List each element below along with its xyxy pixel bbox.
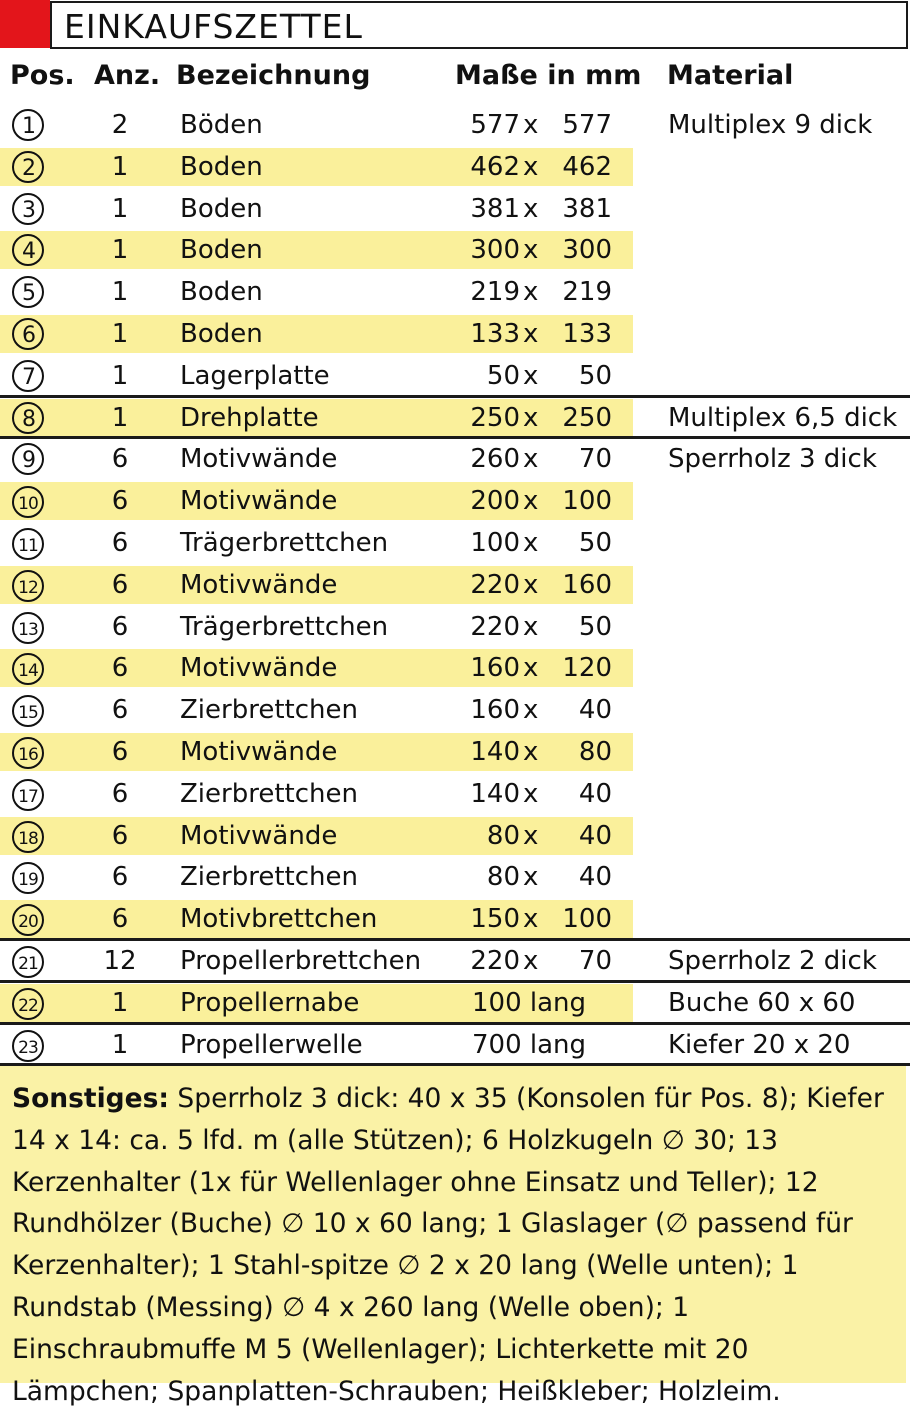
circled-number-icon: 11 [12,528,44,560]
height-cell: 462 [562,151,612,182]
description-cell: Boden [180,151,263,182]
length-cell: 100 lang [472,987,587,1018]
description-cell: Motivwände [180,444,338,475]
times-sign: x [523,737,539,767]
height-cell: 50 [578,528,612,558]
width-cell: 150 [470,904,520,935]
quantity-cell: 1 [111,402,129,433]
position-cell [12,484,52,518]
table-row [0,397,910,439]
circled-number-icon: 13 [12,612,44,644]
position-cell [12,944,52,978]
table-row [0,856,910,898]
height-cell: 70 [578,946,612,976]
quantity-cell: 6 [111,486,129,517]
width-cell: 260 [470,444,520,475]
height-cell: 120 [562,653,612,684]
description-cell: Zierbrettchen [180,862,358,893]
table-row [0,146,910,188]
position-cell [12,150,52,184]
table-row [0,606,910,648]
quantity-cell: 1 [111,151,129,182]
times-sign: x [523,486,539,517]
table-header [0,60,910,102]
circled-number-icon: 2 [12,151,44,183]
width-cell: 250 [470,402,520,433]
height-cell: 40 [578,778,612,809]
times-sign: x [523,193,539,224]
circled-number-icon: 18 [12,821,44,853]
width-cell: 140 [470,778,520,809]
quantity-cell: 6 [111,778,129,809]
description-cell: Propellerwelle [180,1029,363,1060]
description-cell: Boden [180,235,263,266]
sonstiges-box [0,1066,906,1407]
position-cell [12,986,52,1020]
quantity-cell: 2 [111,110,129,140]
width-cell: 577 [470,110,520,140]
header-anz: Anz. [94,60,161,91]
width-cell: 462 [470,151,520,182]
width-cell: 100 [470,528,520,558]
table-row [0,689,910,731]
times-sign: x [523,110,539,140]
sonstiges-label: Sonstiges: [12,1083,169,1114]
position-cell [12,108,52,142]
height-cell: 160 [562,569,612,600]
width-cell: 200 [470,486,520,517]
position-cell [12,317,52,351]
quantity-cell: 6 [111,862,129,893]
red-accent-block [0,0,50,48]
times-sign: x [523,653,539,684]
length-cell: 700 lang [472,1029,587,1060]
times-sign: x [523,569,539,600]
table-row [0,898,910,940]
description-cell: Böden [180,110,263,140]
times-sign: x [523,611,539,642]
description-cell: Motivwände [180,653,338,684]
width-cell: 381 [470,193,520,224]
height-cell: 219 [562,277,612,308]
circled-number-icon: 23 [12,1030,44,1062]
times-sign: x [523,319,539,349]
table-row [0,982,910,1024]
quantity-cell: 1 [111,193,129,224]
table-row [0,438,910,480]
position-cell [12,1028,52,1062]
circled-number-icon: 9 [12,443,44,475]
description-cell: Propellerbrettchen [180,946,422,976]
width-cell: 80 [486,862,520,893]
height-cell: 70 [578,444,612,475]
times-sign: x [523,862,539,893]
description-cell: Trägerbrettchen [180,528,389,558]
times-sign: x [523,402,539,433]
position-cell [12,192,52,226]
material-cell: Kiefer 20 x 20 [668,1029,851,1060]
position-cell [12,777,52,811]
quantity-cell: 6 [111,569,129,600]
times-sign: x [523,151,539,182]
table-row [0,815,910,857]
circled-number-icon: 16 [12,737,44,769]
description-cell: Motivbrettchen [180,904,378,935]
header-pos: Pos. [10,60,75,91]
times-sign: x [523,235,539,266]
circled-number-icon: 7 [12,360,44,392]
circled-number-icon: 1 [12,109,44,141]
header-material: Material [667,60,794,91]
description-cell: Boden [180,277,263,308]
description-cell: Zierbrettchen [180,695,358,726]
height-cell: 250 [562,402,612,433]
description-cell: Motivwände [180,569,338,600]
quantity-cell: 6 [111,444,129,475]
circled-number-icon: 19 [12,862,44,894]
position-cell [12,526,52,560]
quantity-cell: 6 [111,653,129,684]
quantity-cell: 1 [111,319,129,349]
width-cell: 50 [486,360,520,391]
description-cell: Motivwände [180,820,338,851]
height-cell: 50 [578,611,612,642]
material-cell: Sperrholz 3 dick [668,444,877,475]
table-row [0,229,910,271]
page-title: EINKAUFSZETTEL [64,7,363,46]
times-sign: x [523,946,539,976]
circled-number-icon: 21 [12,946,44,978]
height-cell: 100 [562,486,612,517]
circled-number-icon: 3 [12,193,44,225]
quantity-cell: 6 [111,904,129,935]
quantity-cell: 1 [111,277,129,308]
material-cell: Buche 60 x 60 [668,987,856,1018]
title-box [50,1,908,49]
position-cell [12,233,52,267]
circled-number-icon: 14 [12,653,44,685]
material-cell: Sperrholz 2 dick [668,946,877,976]
header-bezeichnung: Bezeichnung [176,60,371,91]
height-cell: 577 [562,110,612,140]
circled-number-icon: 6 [12,318,44,350]
circled-number-icon: 10 [12,486,44,518]
circled-number-icon: 8 [12,402,44,434]
description-cell: Boden [180,193,263,224]
table-row [0,940,910,982]
times-sign: x [523,360,539,391]
width-cell: 80 [486,820,520,851]
times-sign: x [523,778,539,809]
table-row [0,188,910,230]
sonstiges-text [12,1078,902,1412]
position-cell [12,735,52,769]
description-cell: Propellernabe [180,987,360,1018]
quantity-cell: 1 [111,1029,129,1060]
material-cell: Multiplex 6,5 dick [668,402,898,433]
position-cell [12,275,52,309]
table-row [0,480,910,522]
description-cell: Zierbrettchen [180,778,358,809]
table-row [0,271,910,313]
table-row [0,731,910,773]
times-sign: x [523,904,539,935]
quantity-cell: 6 [111,695,129,726]
material-cell: Multiplex 9 dick [668,110,873,140]
position-cell [12,902,52,936]
quantity-cell: 1 [111,360,129,391]
times-sign: x [523,444,539,475]
description-cell: Boden [180,319,263,349]
height-cell: 50 [578,360,612,391]
table-row [0,1024,910,1066]
times-sign: x [523,695,539,726]
description-cell: Trägerbrettchen [180,611,389,642]
circled-number-icon: 5 [12,276,44,308]
height-cell: 300 [562,235,612,266]
quantity-cell: 1 [111,235,129,266]
quantity-cell: 6 [111,611,129,642]
circled-number-icon: 20 [12,904,44,936]
width-cell: 220 [470,611,520,642]
quantity-cell: 6 [111,820,129,851]
height-cell: 133 [562,319,612,349]
height-cell: 100 [562,904,612,935]
times-sign: x [523,277,539,308]
row-divider [0,436,910,439]
times-sign: x [523,820,539,851]
height-cell: 381 [562,193,612,224]
quantity-cell: 6 [111,528,129,558]
width-cell: 140 [470,737,520,767]
table-row [0,355,910,397]
title-bar [0,0,910,50]
description-cell: Lagerplatte [180,360,330,391]
height-cell: 40 [578,820,612,851]
height-cell: 80 [578,737,612,767]
row-divider [0,938,910,941]
circled-number-icon: 4 [12,234,44,266]
width-cell: 160 [470,653,520,684]
times-sign: x [523,528,539,558]
position-cell [12,819,52,853]
width-cell: 133 [470,319,520,349]
table-row [0,522,910,564]
row-divider [0,980,910,983]
position-cell [12,442,52,476]
position-cell [12,860,52,894]
quantity-cell: 6 [111,737,129,767]
table-row [0,773,910,815]
table-row [0,564,910,606]
description-cell: Drehplatte [180,402,319,433]
width-cell: 300 [470,235,520,266]
sonstiges-body: Sperrholz 3 dick: 40 x 35 (Konsolen für Pos. 8); Kiefer 14 x 14: ca. 5 lfd. m (alle Stützen); 6 Holzkugeln ∅ 30; 13 Kerzenhalter (1x für Wellenlager ohne Einsatz und Teller); 12 Rundhölzer (Buche) ∅ 10 x 60 lang; 1 Glaslager (∅ passend für Kerzenhalter); 1 Stahl-spitze ∅ 2 x 20 lang (Welle unten); 1 Rundstab (Messing) ∅ 4 x 260 lang (Welle oben); 1 Einschraubmuffe M 5 (Wellenlager); Lichterkette mit 20 Lämpchen; Spanplatten-Schrauben; Heißkleber; Holzleim. [12,1083,884,1407]
width-cell: 160 [470,695,520,726]
position-cell [12,568,52,602]
width-cell: 219 [470,277,520,308]
circled-number-icon: 12 [12,570,44,602]
circled-number-icon: 22 [12,988,44,1020]
position-cell [12,359,52,393]
position-cell [12,610,52,644]
row-divider [0,395,910,398]
description-cell: Motivwände [180,737,338,767]
description-cell: Motivwände [180,486,338,517]
quantity-cell: 12 [103,946,137,976]
header-masse: Maße in mm [455,60,642,91]
position-cell [12,401,52,435]
height-cell: 40 [578,695,612,726]
row-divider [0,1022,910,1025]
height-cell: 40 [578,862,612,893]
width-cell: 220 [470,569,520,600]
circled-number-icon: 17 [12,779,44,811]
width-cell: 220 [470,946,520,976]
position-cell [12,693,52,727]
table-row [0,313,910,355]
table-row [0,104,910,146]
circled-number-icon: 15 [12,695,44,727]
table-row [0,647,910,689]
quantity-cell: 1 [111,987,129,1018]
position-cell [12,651,52,685]
